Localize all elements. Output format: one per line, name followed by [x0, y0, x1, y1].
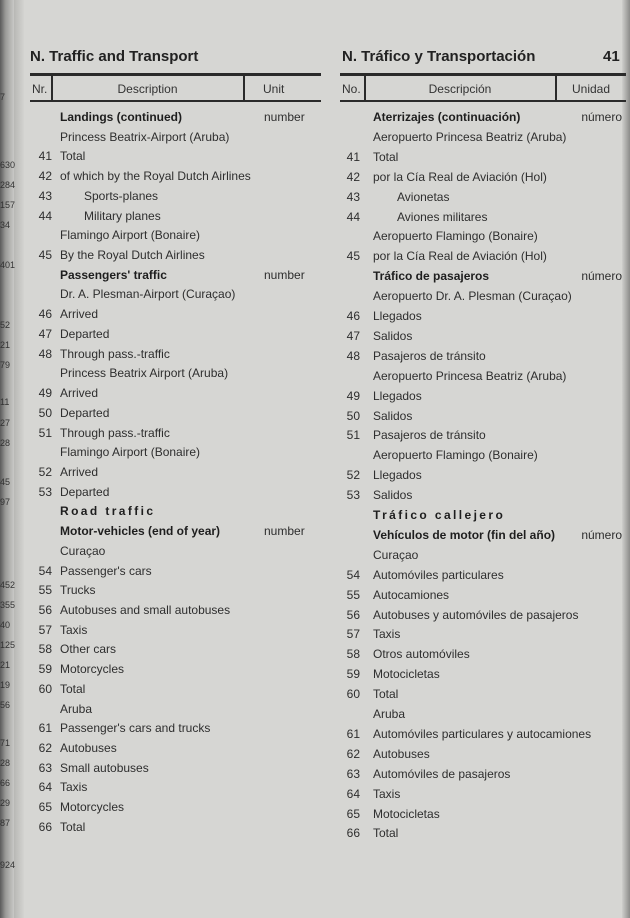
- page-gutter: [14, 0, 24, 918]
- row-description-es: Tráfico de pasajeros: [373, 269, 490, 284]
- table-row-en: [30, 738, 322, 758]
- row-number: 46: [38, 307, 52, 322]
- row-description-es: Llegados: [373, 388, 422, 403]
- row-description-es: por la Cía Real de Aviación (Hol): [373, 169, 547, 184]
- row-description-es: Total: [373, 826, 399, 841]
- margin-number: 34: [0, 220, 11, 230]
- row-description-en: Through pass.-traffic: [60, 425, 170, 440]
- table-row-es: [340, 346, 622, 366]
- margin-number: 56: [0, 700, 11, 710]
- row-number: 66: [38, 819, 52, 834]
- row-description-es: Avionetas: [397, 189, 450, 204]
- row-description-en: Arrived: [60, 307, 99, 322]
- row-number: 52: [38, 464, 52, 479]
- table-row-en: [30, 146, 322, 166]
- margin-number: 21: [0, 660, 11, 670]
- row-description-en: Military planes: [84, 208, 161, 223]
- row-description-en: Curaçao: [60, 543, 106, 558]
- left-header-bottom-rule: [30, 100, 321, 102]
- row-number: 64: [346, 786, 360, 801]
- row-description-en: Motor-vehicles (end of year): [60, 524, 221, 539]
- margin-number: 630: [0, 160, 16, 170]
- table-row-es: [340, 485, 622, 505]
- table-row-es: [340, 127, 622, 147]
- row-description-es: Aeropuerto Princesa Beatriz (Aruba): [373, 129, 567, 144]
- right-header-top-rule: [340, 73, 626, 76]
- table-row-en: [30, 442, 322, 462]
- row-description-en: Autobuses: [60, 741, 117, 756]
- table-row-en: [30, 462, 322, 482]
- table-row-en: [30, 777, 322, 797]
- row-description-es: Pasajeros de tránsito: [373, 348, 486, 363]
- row-description-es: Salidos: [373, 488, 413, 503]
- row-description-es: Aeropuerto Flamingo (Bonaire): [373, 448, 538, 463]
- row-description-en: Dr. A. Plesman-Airport (Curaçao): [60, 287, 236, 302]
- row-number: 56: [38, 603, 52, 617]
- table-row-en: [30, 521, 322, 541]
- row-description-es: Salidos: [373, 328, 413, 343]
- margin-number: 7: [0, 92, 6, 102]
- row-unit-es: número: [581, 269, 622, 284]
- row-number: 61: [38, 721, 52, 736]
- margin-number: 355: [0, 600, 16, 610]
- table-row-en: [30, 620, 322, 640]
- row-number: 54: [346, 567, 360, 582]
- row-description-en: Flamingo Airport (Bonaire): [60, 228, 201, 243]
- row-number: 50: [38, 405, 52, 420]
- margin-number: 97: [0, 497, 11, 507]
- table-row-en: [30, 580, 322, 600]
- left-section-title: N. Traffic and Transport: [30, 48, 199, 65]
- row-number: 43: [38, 188, 52, 203]
- row-description-es: Automóviles particulares: [373, 567, 504, 582]
- table-row-en: [30, 501, 322, 521]
- margin-number: 79: [0, 360, 11, 370]
- table-row-es: [340, 664, 622, 684]
- row-unit-es: número: [581, 527, 622, 542]
- table-row-es: [340, 107, 622, 127]
- right-header-no: No.: [342, 82, 361, 96]
- table-row-en: [30, 186, 322, 206]
- table-row-en: [30, 284, 322, 304]
- row-description-en: Landings (continued): [60, 110, 182, 124]
- table-row-en: [30, 679, 322, 699]
- table-row-es: [340, 605, 622, 625]
- right-header-description: Descripción: [428, 82, 492, 96]
- right-header-unit: Unidad: [572, 82, 611, 96]
- table-row-es: [340, 545, 622, 565]
- row-description-es: Taxis: [373, 627, 401, 642]
- row-number: 62: [346, 746, 360, 761]
- margin-number: 87: [0, 818, 11, 828]
- left-header-top-rule: [30, 73, 321, 76]
- row-number: 45: [346, 249, 360, 264]
- row-number: 63: [346, 766, 360, 781]
- row-number: 48: [346, 348, 360, 363]
- row-number: 44: [38, 208, 52, 223]
- row-number: 53: [38, 484, 52, 499]
- row-description-es: Autocamiones: [373, 587, 450, 602]
- table-row-en: [30, 482, 322, 502]
- row-description-en: Total: [60, 819, 86, 834]
- table-row-es: [340, 525, 622, 545]
- table-row-es: [340, 704, 622, 724]
- row-number: 60: [38, 681, 52, 696]
- row-number: 57: [346, 627, 360, 642]
- margin-number: 66: [0, 778, 11, 788]
- row-description-en: Passenger's cars: [60, 563, 152, 578]
- row-description-en: Arrived: [60, 464, 99, 479]
- row-description-es: Aterrizajes (continuación): [373, 110, 521, 124]
- row-description-es: Taxis: [373, 786, 401, 801]
- table-row-en: [30, 304, 322, 324]
- table-row-en: [30, 344, 322, 364]
- row-number: 65: [38, 800, 52, 815]
- table-row-en: [30, 206, 322, 226]
- row-description-en: Total: [60, 149, 86, 164]
- row-number: 63: [38, 760, 52, 775]
- row-number: 42: [346, 169, 360, 184]
- row-number: 47: [346, 328, 360, 343]
- margin-number: 27: [0, 418, 11, 428]
- margin-number: 29: [0, 798, 11, 808]
- row-description-en: Departed: [60, 326, 110, 341]
- row-number: 60: [346, 687, 360, 702]
- right-column-divider: [555, 75, 557, 101]
- row-description-en: Departed: [60, 484, 110, 499]
- table-row-es: [340, 684, 622, 704]
- margin-number: 284: [0, 180, 16, 190]
- table-row-es: [340, 207, 622, 227]
- row-description-en: Princess Beatrix Airport (Aruba): [60, 366, 229, 381]
- table-row-es: [340, 266, 622, 286]
- page-edge: [622, 0, 630, 918]
- left-column-divider: [243, 75, 245, 101]
- row-description-en: Passenger's cars and trucks: [60, 721, 211, 736]
- row-number: 44: [346, 209, 360, 224]
- table-row-en: [30, 403, 322, 423]
- margin-number: 401: [0, 260, 16, 270]
- row-description-es: Curaçao: [373, 547, 419, 562]
- table-row-en: [30, 324, 322, 344]
- row-description-en: Taxis: [60, 780, 88, 795]
- row-description-es: Llegados: [373, 309, 422, 323]
- row-description-es: Total: [373, 149, 399, 164]
- margin-number: 52: [0, 320, 11, 330]
- table-row-en: [30, 127, 322, 147]
- margin-number: 28: [0, 438, 11, 448]
- table-row-es: [340, 187, 622, 207]
- table-row-es: [340, 724, 622, 744]
- row-number: 62: [38, 741, 52, 756]
- table-row-es: [340, 804, 622, 824]
- table-row-es: [340, 226, 622, 246]
- row-number: 66: [346, 826, 360, 841]
- table-row-es: [340, 585, 622, 605]
- table-row-en: [30, 639, 322, 659]
- row-description-en: Princess Beatrix-Airport (Aruba): [60, 129, 230, 144]
- table-row-es: [340, 406, 622, 426]
- table-row-en: [30, 423, 322, 443]
- margin-number: 71: [0, 738, 11, 748]
- row-number: 41: [346, 149, 360, 164]
- row-description-es: Aruba: [373, 707, 406, 721]
- row-description-es: Aeropuerto Dr. A. Plesman (Curaçao): [373, 289, 572, 304]
- margin-number: 11: [0, 397, 10, 407]
- table-row-es: [340, 246, 622, 266]
- row-description-en: of which by the Royal Dutch Airlines: [60, 169, 251, 184]
- row-number: 61: [346, 726, 360, 741]
- row-unit-en: number: [264, 524, 305, 539]
- margin-number: 452: [0, 580, 16, 590]
- left-header-description: Description: [117, 82, 178, 96]
- row-number: 59: [346, 667, 360, 682]
- table-row-en: [30, 817, 322, 837]
- row-number: 43: [346, 189, 360, 204]
- row-description-en: Through pass.-traffic: [60, 346, 170, 361]
- row-unit-es: número: [581, 110, 622, 124]
- row-description-es: Vehículos de motor (fin del año): [373, 527, 556, 542]
- row-description-es: Aeropuerto Princesa Beatriz (Aruba): [373, 368, 567, 383]
- row-description-en: Total: [60, 681, 86, 696]
- row-description-es: Autobuses: [373, 746, 430, 761]
- row-number: 55: [38, 583, 52, 598]
- row-number: 41: [38, 149, 52, 164]
- row-number: 50: [346, 408, 360, 423]
- row-number: 42: [38, 169, 52, 184]
- row-description-en: Trucks: [60, 583, 96, 598]
- table-row-en: [30, 245, 322, 265]
- table-row-es: [340, 784, 622, 804]
- row-number: 64: [38, 780, 52, 795]
- margin-number: 125: [0, 640, 16, 650]
- table-row-es: [340, 465, 622, 485]
- left-header-nr: Nr.: [32, 82, 48, 96]
- row-unit-en: number: [264, 267, 305, 282]
- row-number: 53: [346, 488, 360, 503]
- row-description-es: Tráfico callejero: [373, 508, 506, 522]
- row-description-es: por la Cía Real de Aviación (Hol): [373, 249, 547, 264]
- row-number: 45: [38, 248, 52, 263]
- row-description-en: Sports-planes: [84, 188, 159, 203]
- margin-number: 28: [0, 758, 11, 768]
- row-description-es: Otros automóviles: [373, 647, 470, 662]
- page-number: 41: [603, 48, 620, 65]
- table-row-en: [30, 541, 322, 561]
- table-row-en: [30, 265, 322, 285]
- row-description-en: Taxis: [60, 622, 88, 637]
- right-section-title: N. Tráfico y Transportación: [342, 48, 536, 65]
- row-number: 57: [38, 622, 52, 637]
- row-number: 58: [346, 647, 360, 662]
- row-description-en: Passengers' traffic: [60, 267, 167, 282]
- table-row-en: [30, 561, 322, 581]
- table-row-en: [30, 363, 322, 383]
- row-description-es: Salidos: [373, 408, 413, 423]
- row-description-en: Departed: [60, 405, 110, 420]
- right-header-bottom-rule: [340, 100, 626, 102]
- table-row-es: [340, 624, 622, 644]
- table-row-es: [340, 445, 622, 465]
- margin-number: 157: [0, 200, 16, 210]
- table-row-en: [30, 659, 322, 679]
- margin-number: 19: [0, 680, 11, 690]
- row-description-es: Aeropuerto Flamingo (Bonaire): [373, 229, 538, 244]
- row-number: 51: [346, 428, 360, 443]
- row-number: 55: [346, 587, 360, 602]
- table-row-en: [30, 225, 322, 245]
- table-row-es: [340, 764, 622, 784]
- row-description-es: Aviones militares: [397, 209, 488, 224]
- margin-number: 21: [0, 340, 11, 350]
- table-row-es: [340, 306, 622, 326]
- row-description-es: Autobuses y automóviles de pasajeros: [373, 607, 579, 622]
- row-number: 52: [346, 468, 360, 483]
- row-number: 46: [346, 309, 360, 323]
- row-number: 49: [38, 386, 52, 401]
- table-row-en: [30, 699, 322, 719]
- table-row-es: [340, 505, 622, 525]
- table-row-es: [340, 366, 622, 386]
- row-description-en: Other cars: [60, 642, 117, 657]
- margin-number: 45: [0, 477, 11, 487]
- row-description-en: Motorcycles: [60, 800, 125, 815]
- table-row-es: [340, 167, 622, 187]
- row-description-es: Automóviles de pasajeros: [373, 766, 511, 781]
- row-description-es: Total: [373, 687, 399, 702]
- row-description-es: Automóviles particulares y autocamiones: [373, 726, 592, 741]
- margin-number: 924: [0, 860, 16, 870]
- row-description-en: Arrived: [60, 386, 99, 401]
- table-row-en: [30, 383, 322, 403]
- row-description-es: Llegados: [373, 468, 422, 483]
- row-number: 49: [346, 388, 360, 403]
- row-description-en: Small autobuses: [60, 760, 149, 775]
- row-number: 58: [38, 642, 52, 657]
- table-row-en: [30, 758, 322, 778]
- row-description-es: Motocicletas: [373, 806, 440, 821]
- row-description-es: Pasajeros de tránsito: [373, 428, 486, 443]
- row-number: 51: [38, 425, 52, 440]
- left-header-unit: Unit: [263, 82, 285, 96]
- table-row-es: [340, 644, 622, 664]
- row-description-en: Aruba: [60, 701, 93, 716]
- table-row-en: [30, 718, 322, 738]
- row-number: 59: [38, 662, 52, 677]
- row-description-en: Motorcycles: [60, 662, 125, 677]
- row-number: 65: [346, 806, 360, 821]
- table-row-es: [340, 425, 622, 445]
- row-description-en: Road traffic: [60, 504, 156, 519]
- row-number: 54: [38, 563, 52, 578]
- row-number: 56: [346, 607, 360, 622]
- table-row-es: [340, 386, 622, 406]
- row-number: 47: [38, 326, 52, 341]
- row-number: 48: [38, 346, 52, 361]
- table-row-en: [30, 600, 322, 620]
- table-row-en: [30, 166, 322, 186]
- table-row-es: [340, 565, 622, 585]
- table-row-es: [340, 326, 622, 346]
- table-row-en: [30, 797, 322, 817]
- row-description-en: By the Royal Dutch Airlines: [60, 248, 205, 263]
- row-description-en: Autobuses and small autobuses: [60, 603, 231, 617]
- margin-number: 40: [0, 620, 11, 630]
- table-row-es: [340, 286, 622, 306]
- row-unit-en: number: [264, 110, 305, 124]
- row-description-en: Flamingo Airport (Bonaire): [60, 445, 201, 460]
- table-row-es: [340, 823, 622, 843]
- table-row-en: [30, 107, 322, 127]
- row-description-es: Motocicletas: [373, 667, 440, 682]
- table-row-es: [340, 147, 622, 167]
- table-row-es: [340, 744, 622, 764]
